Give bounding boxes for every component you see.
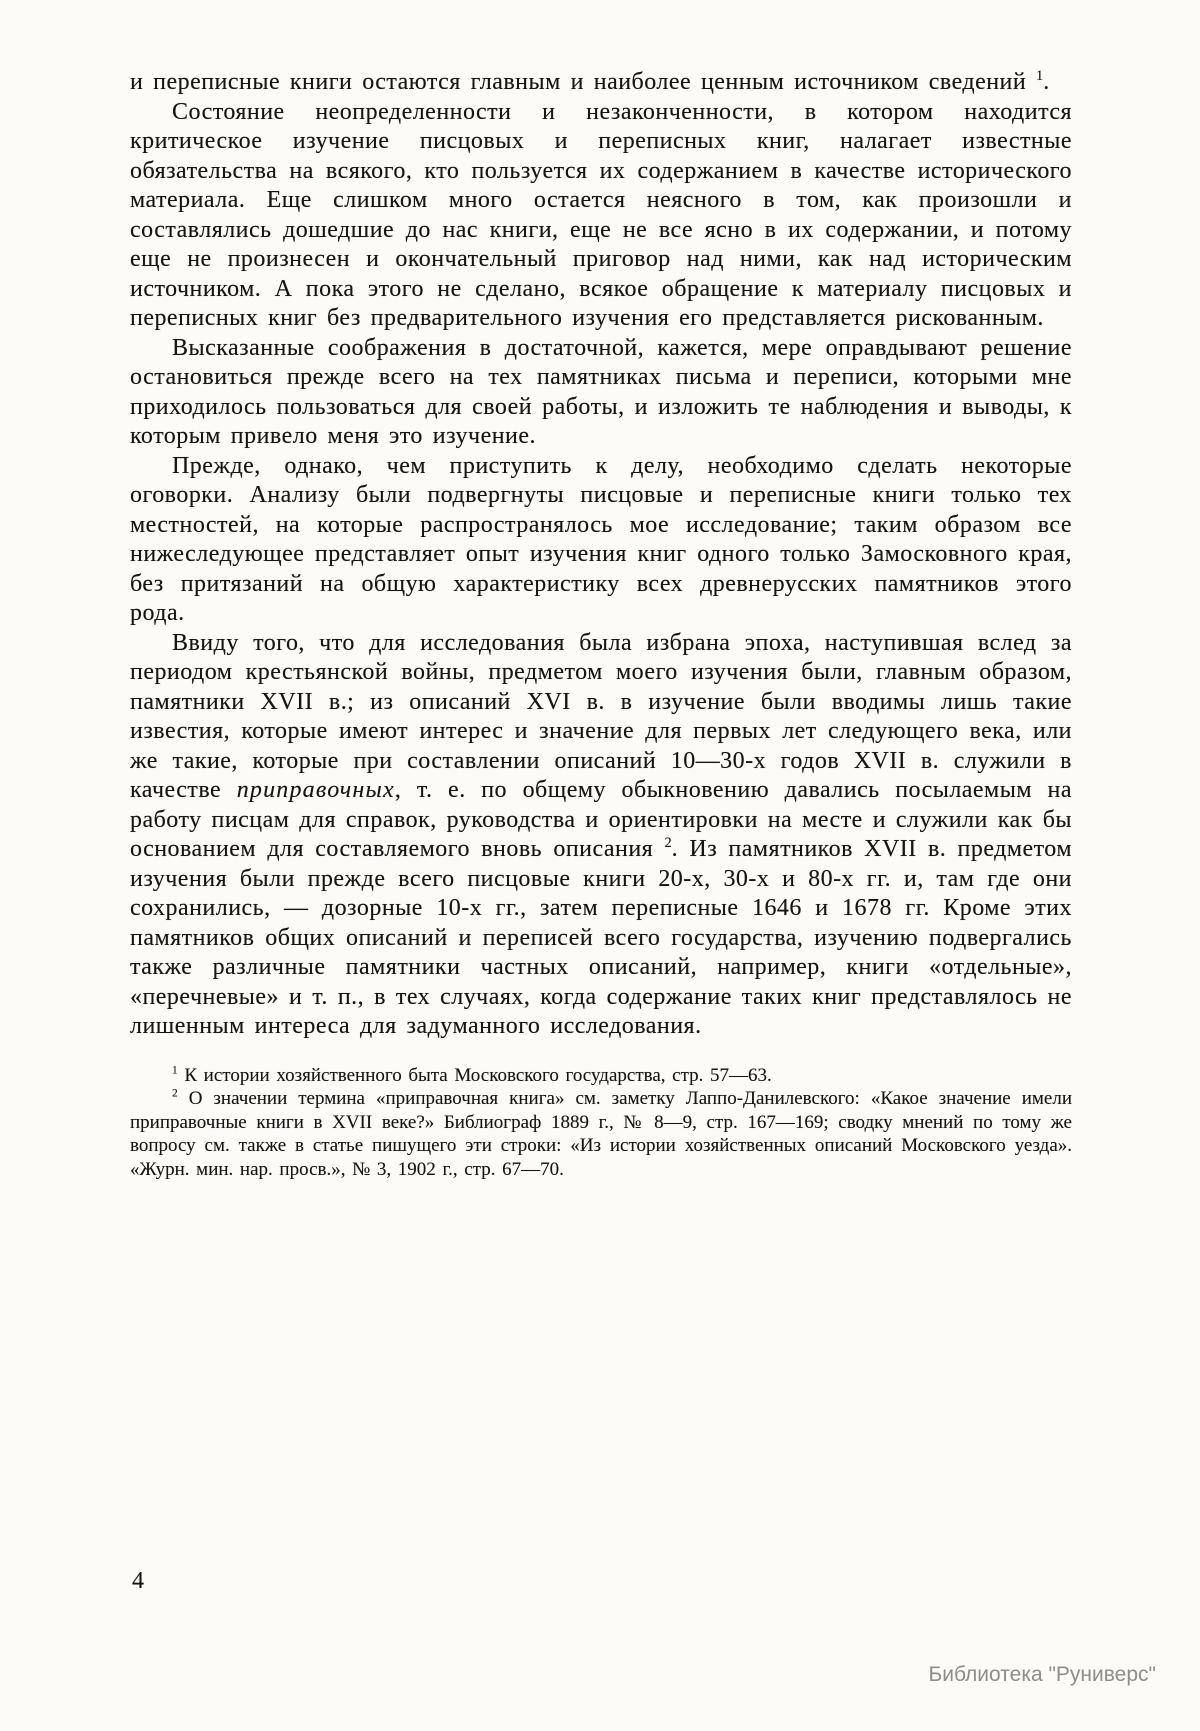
paragraph: Ввиду того, что для исследования была избрана эпоха, наступившая вслед за периодом крестьянской войны, предметом моего изучения были, главным образом, памятники XVII в.; из описаний XVI в. в изучение были вводимы лишь такие известия, которые имеют интерес и значение для первых лет следующего века, или же такие, которые при составлении описаний 10—30-х годов XVII в. служили в качестве приправочных, т. е. по общему обыкновению давались посылаемым на работу писцам для справок, руководства и ориентировки на месте и служили как бы основанием для составляемого вновь описания $^2$. Из памятников XVII в. предметом изучения были прежде всего писцовые книги 20-х, 30-х и 80-х гг. и, там где они сохранились, — дозорные 10-х гг., затем переписные 1646 и 1678 гг. Кроме этих памятников общих описаний и переписей всего государства, изучению подвергались также различные памятники частных описаний, например, книги «отдельные», «перечневые» и т. п., в тех случаях, когда содержание таких книг представлялось не лишенным интереса для задуманного исследования. xyxy=(130,629,1072,1039)
footnote: $^1$ К истории хозяйственного быта Московского государства, стр. 57—63. xyxy=(172,1064,772,1086)
watermark: Библиотека "Руниверс" xyxy=(928,1663,1156,1686)
footnote-ref: 2 xyxy=(172,1087,178,1100)
paragraph: Высказанные соображения в достаточной, кажется, мере оправдывают решение остановиться прежде всего на тех памятниках письма и переписи, которыми мне приходилось пользоваться для своей работы, и изложить те наблюдения и выводы, к которым привело меня это изучение. xyxy=(130,334,1072,449)
footnote-ref: 1 xyxy=(172,1064,178,1077)
paragraphs xyxy=(130,68,1072,1042)
footnote-ref: 1 xyxy=(1036,68,1044,84)
paragraph: и переписные книги остаются главным и наиболее ценным источником сведений $^1$. xyxy=(130,68,1050,95)
page-text xyxy=(130,68,1072,1181)
italic-text: приправочных xyxy=(236,777,395,803)
page-number: 4 xyxy=(132,1568,144,1594)
footnotes xyxy=(130,1064,1072,1182)
footnote: $^2$ О значении термина «приправочная книга» см. заметку Лаппо-Данилевского: «Какое значение имели приправочные книги в XVII веке?» Библиограф 1889 г., № 8—9, стр. 167—169; сводку мнений по тому же вопросу см. также в статье пишущего эти строки: «Из истории хозяйственных описаний Московского уезда». «Журн. мин. нар. просв.», № 3, 1902 г., стр. 67—70. xyxy=(130,1087,1072,1180)
paragraph: Состояние неопределенности и незаконченности, в котором находится критическое изучение писцовых и переписных книг, налагает известные обязательства на всякого, кто пользуется их содержанием в качестве исторического материала. Еще слишком много остается неясного в том, как произошли и составлялись дошедшие до нас книги, еще не все ясно в их содержании, и потому еще не произнесен и окончательный приговор над ними, как над историческим источником. А пока этого не сделано, всякое обращение к материалу писцовых и переписных книг без предварительного изучения его представляется рискованным. xyxy=(130,98,1072,331)
paragraph: Прежде, однако, чем приступить к делу, необходимо сделать некоторые оговорки. Анализу были подвергнуты писцовые и переписные книги только тех местностей, на которые распространялось мое исследование; таким образом все нижеследующее представляет опыт изучения книг одного только Замосковного края, без притязаний на общую характеристику всех древнерусских памятников этого рода. xyxy=(130,452,1072,626)
footnote-ref: 2 xyxy=(664,835,672,851)
